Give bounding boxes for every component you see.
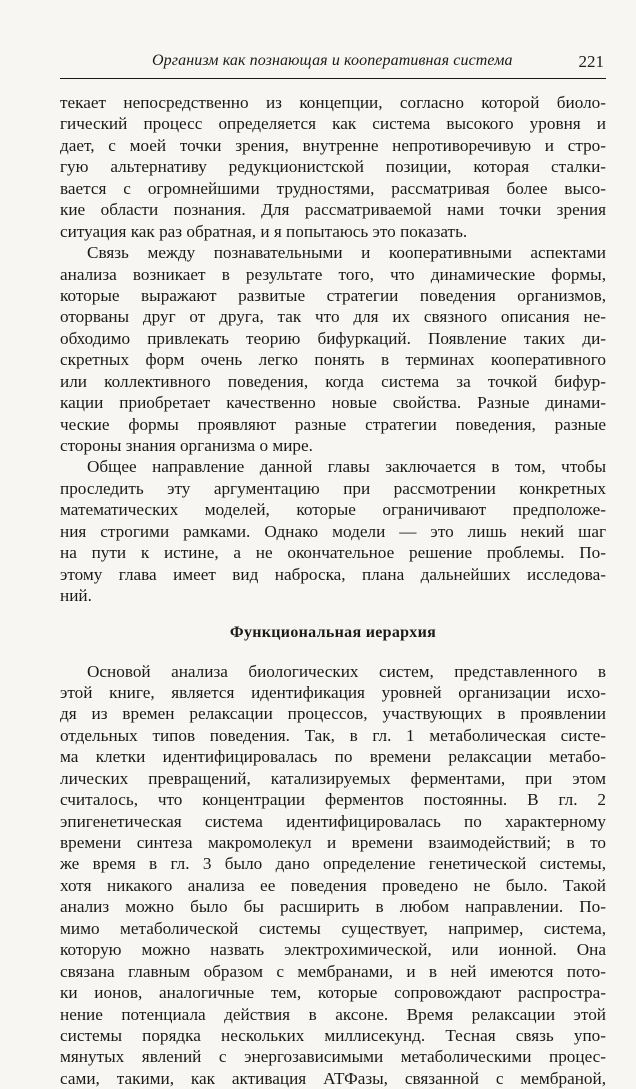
text-line: этой книге, является идентификация уровней организации исхо- — [60, 682, 606, 703]
body-text — [60, 92, 606, 1089]
text-line: эпигенетическая система идентифицировалась по характерному — [60, 811, 606, 832]
page-number: 221 — [579, 52, 605, 72]
text-line: хотя никакого анализа ее поведения проведено не было. Такой — [60, 875, 606, 896]
section-heading: Функциональная иерархия — [60, 613, 606, 653]
text-line: связана главным образом с мембранами, и в ней имеются пото- — [60, 961, 606, 982]
text-line: Связь между познавательными и кооперативными аспектами — [60, 242, 606, 263]
text-line: кие области познания. Для рассматриваемой нами точки зрения — [60, 199, 606, 220]
text-line: же время в гл. 3 было дано определение генетической системы, — [60, 853, 606, 874]
text-line: оторваны друг от друга, так что для их связного описания не- — [60, 306, 606, 327]
text-line: дя из времен релаксации процессов, участвующих в проявлении — [60, 703, 606, 724]
text-line: или коллективного поведения, когда система за точкой бифур- — [60, 371, 606, 392]
text-line: времени синтеза макромолекул и времени взаимодействий; в то — [60, 832, 606, 853]
paragraph-3 — [60, 456, 606, 606]
text-line: Общее направление данной главы заключается в том, чтобы — [60, 456, 606, 477]
text-line: сами, такими, как активация АТФазы, связанной с мембраной, — [60, 1068, 606, 1089]
text-line: нение потенциала действия в аксоне. Время релаксации этой — [60, 1004, 606, 1025]
text-line: ческие формы проявляют разные стратегии поведения, разные — [60, 414, 606, 435]
text-line: которую можно назвать электрохимической, или ионной. Она — [60, 939, 606, 960]
text-line: текает непосредственно из концепции, согласно которой биоло- — [60, 92, 606, 113]
text-line: Основой анализа биологических систем, представленного в — [60, 661, 606, 682]
text-line: дает, с моей точки зрения, внутренне непротиворечивую и стро- — [60, 135, 606, 156]
text-line: анализа возникает в результате того, что динамические формы, — [60, 264, 606, 285]
text-line: отдельных типов поведения. Так, в гл. 1 метаболическая систе- — [60, 725, 606, 746]
text-line: этому глава имеет вид наброска, плана дальнейших исследова- — [60, 564, 606, 585]
text-line: ний. — [60, 585, 606, 606]
text-line: скретных форм очень легко понять в терминах кооперативного — [60, 349, 606, 370]
running-header — [60, 52, 606, 78]
text-line: считалось, что концентрации ферментов постоянны. В гл. 2 — [60, 789, 606, 810]
text-line: ма клетки идентифицировалась по времени релаксации метабо- — [60, 746, 606, 767]
text-line: ситуация как раз обратная, и я попытаюсь это показать. — [60, 221, 606, 242]
text-line: ния строгими рамками. Однако модели — это лишь некий шаг — [60, 521, 606, 542]
paragraph-4 — [60, 661, 606, 1089]
paragraph-2 — [60, 242, 606, 456]
text-line: лических превращений, катализируемых ферментами, при этом — [60, 768, 606, 789]
running-title: Организм как познающая и кооперативная система — [152, 52, 513, 70]
paragraph-1 — [60, 92, 606, 242]
text-line: вается с огромнейшими трудностями, рассматривая более высо- — [60, 178, 606, 199]
text-line: системы порядка нескольких миллисекунд. Тесная связь упо- — [60, 1025, 606, 1046]
header-rule — [60, 78, 606, 79]
text-line: мянутых явлений с энергозависимыми метаболическими процес- — [60, 1046, 606, 1067]
text-line: на пути к истине, а не окончательное решение проблемы. По- — [60, 542, 606, 563]
text-line: мимо метаболической системы существует, например, система, — [60, 918, 606, 939]
text-line: обходимо привлекать теорию бифуркаций. Появление таких ди- — [60, 328, 606, 349]
text-line: гический процесс определяется как система высокого уровня и — [60, 113, 606, 134]
text-line: ки ионов, аналогичные тем, которые сопровождают распростра- — [60, 982, 606, 1003]
text-line: кации приобретает качественно новые свойства. Разные динами- — [60, 392, 606, 413]
text-line: которые выражают развитые стратегии поведения организмов, — [60, 285, 606, 306]
text-line: стороны знания организма о мире. — [60, 435, 606, 456]
text-line: анализ можно было бы расширить в любом направлении. По- — [60, 896, 606, 917]
text-line: проследить эту аргументацию при рассмотрении конкретных — [60, 478, 606, 499]
text-line: математических моделей, которые ограничивают предположе- — [60, 499, 606, 520]
text-line: гую альтернативу редукционистской позиции, которая сталки- — [60, 156, 606, 177]
